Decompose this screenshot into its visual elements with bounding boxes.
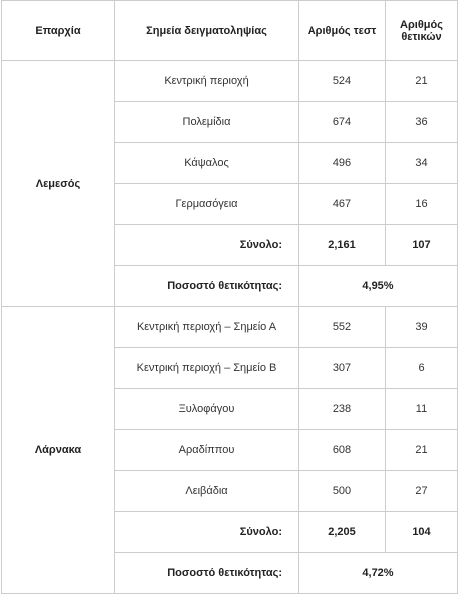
positivity-rate-label: Ποσοστό θετικότητας: xyxy=(115,553,299,594)
positive-count: 21 xyxy=(386,430,458,471)
total-positives: 107 xyxy=(386,225,458,266)
header-region: Επαρχία xyxy=(2,1,115,61)
test-count: 552 xyxy=(299,307,386,348)
total-tests: 2,205 xyxy=(299,512,386,553)
test-count: 496 xyxy=(299,143,386,184)
sampling-site: Λειβάδια xyxy=(115,471,299,512)
positivity-rate-value: 4,72% xyxy=(299,553,458,594)
test-count: 500 xyxy=(299,471,386,512)
sampling-site: Κεντρική περιοχή – Σημείο Α xyxy=(115,307,299,348)
positive-count: 34 xyxy=(386,143,458,184)
sampling-site: Κάψαλος xyxy=(115,143,299,184)
positivity-rate-value: 4,95% xyxy=(299,266,458,307)
positive-count: 6 xyxy=(386,348,458,389)
table-header-row xyxy=(2,1,458,61)
total-label: Σύνολο: xyxy=(115,512,299,553)
positive-count: 36 xyxy=(386,102,458,143)
test-count: 238 xyxy=(299,389,386,430)
positivity-rate-label: Ποσοστό θετικότητας: xyxy=(115,266,299,307)
positive-count: 16 xyxy=(386,184,458,225)
test-count: 307 xyxy=(299,348,386,389)
positive-count: 21 xyxy=(386,61,458,102)
test-count: 524 xyxy=(299,61,386,102)
total-tests: 2,161 xyxy=(299,225,386,266)
sampling-site: Ξυλοφάγου xyxy=(115,389,299,430)
table-row xyxy=(2,61,458,102)
test-count: 467 xyxy=(299,184,386,225)
test-count: 608 xyxy=(299,430,386,471)
region-name: Λάρνακα xyxy=(2,307,115,594)
positive-count: 27 xyxy=(386,471,458,512)
header-sampling-points: Σημεία δειγματοληψίας xyxy=(115,1,299,61)
sampling-site: Κεντρική περιοχή – Σημείο Β xyxy=(115,348,299,389)
total-positives: 104 xyxy=(386,512,458,553)
covid-test-results-table xyxy=(1,0,458,594)
sampling-site: Πολεμίδια xyxy=(115,102,299,143)
header-test-count: Αριθμός τεστ xyxy=(299,1,386,61)
test-count: 674 xyxy=(299,102,386,143)
table-row xyxy=(2,307,458,348)
region-name: Λεμεσός xyxy=(2,61,115,307)
header-positive-count: Αριθμός θετικών xyxy=(386,1,458,61)
positive-count: 11 xyxy=(386,389,458,430)
sampling-site: Αραδίππου xyxy=(115,430,299,471)
positive-count: 39 xyxy=(386,307,458,348)
total-label: Σύνολο: xyxy=(115,225,299,266)
sampling-site: Γερμασόγεια xyxy=(115,184,299,225)
sampling-site: Κεντρική περιοχή xyxy=(115,61,299,102)
